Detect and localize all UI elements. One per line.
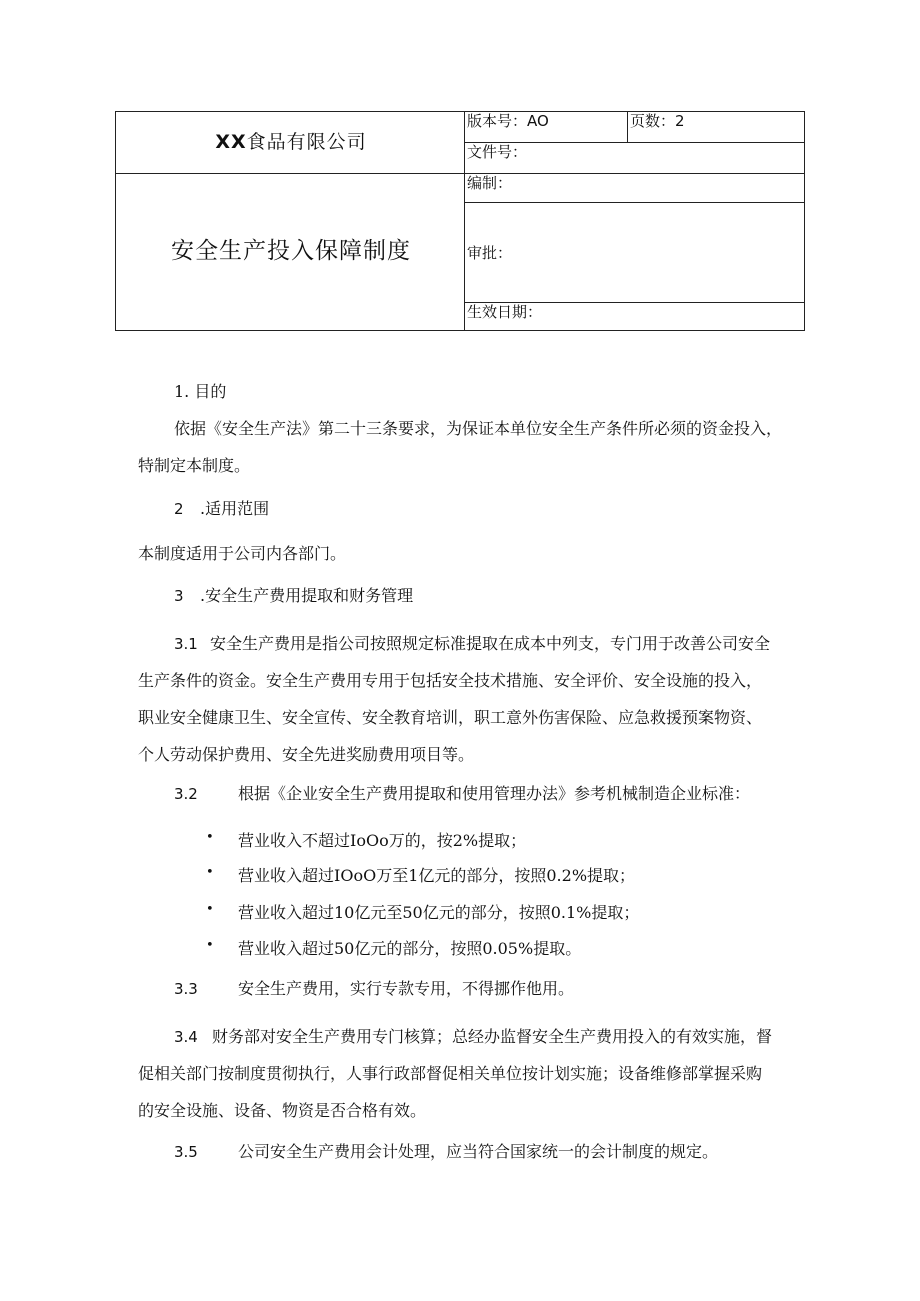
clause-3-1-line-1 [174,631,770,654]
bullet-item-2: 营业收入超过IOoO万至1亿元的部分，按照0.2%提取； [238,866,636,885]
clause-3-5-number: 3.5 [174,1143,198,1161]
page-count: 页数：2 [628,112,805,143]
compiled-by: 编制： [465,174,805,203]
clause-3-3 [174,976,574,999]
section-2-paragraph: 本制度适用于公司内各部门。 [138,544,347,563]
company-name [116,112,465,174]
bullet-item-4: 营业收入超过50亿元的部分，按照0.05%提取。 [238,939,582,958]
clause-3-4-line-1 [174,1024,772,1047]
bullet-item-3: 营业收入超过10亿元至50亿元的部分，按照0.1%提取； [238,903,640,922]
clause-3-1-line-2: 生产条件的资金。安全生产费用专用于包括安全技术措施、安全评价、安全设施的投入， [138,671,763,690]
document-title: 安全生产投入保障制度 [116,174,465,331]
section-3-title: .安全生产费用提取和财务管理 [200,586,414,605]
version-number: 版本号：AO [465,112,628,143]
clause-3-1-text: 安全生产费用是指公司按照规定标准提取在成本中列支，专门用于改善公司安全 [210,634,771,653]
clause-3-5-text: 公司安全生产费用会计处理，应当符合国家统一的会计制度的规定。 [238,1142,719,1161]
section-1-heading: 1. 目的 [174,382,227,401]
clause-3-1-line-4: 个人劳动保护费用、安全先进奖励费用项目等。 [138,745,475,764]
clause-3-2 [174,781,750,804]
clause-3-4-line-2: 促相关部门按制度贯彻执行，人事行政部督促相关单位按计划实施；设备维修部掌握采购 [138,1064,763,1083]
section-1-paragraph-line-1: 依据《安全生产法》第二十三条要求，为保证本单位安全生产条件所必须的资金投入， [174,419,783,438]
bullet-icon: • [206,902,214,917]
document-header-table [115,111,805,331]
bullet-icon: • [206,865,214,880]
section-3-number: 3 [174,587,184,605]
section-2-heading [174,496,269,519]
clause-3-4-text: 财务部对安全生产费用专门核算；总经办监督安全生产费用投入的有效实施，督 [212,1027,773,1046]
section-1-paragraph-line-2: 特制定本制度。 [138,456,251,475]
file-number: 文件号： [465,143,805,174]
bullet-icon: • [206,830,214,845]
bullet-icon: • [206,938,214,953]
bullet-item-1: 营业收入不超过IoOo万的，按2%提取； [238,831,527,850]
clause-3-2-text: 根据《企业安全生产费用提取和使用管理办法》参考机械制造企业标准： [238,784,751,803]
company-name-prefix: XX [215,131,247,154]
clause-3-4-number: 3.4 [174,1028,198,1046]
clause-3-3-number: 3.3 [174,980,198,998]
approved-by: 审批： [465,203,805,303]
section-3-heading [174,583,413,606]
clause-3-5 [174,1139,718,1162]
clause-3-1-number: 3.1 [174,635,198,653]
clause-3-1-line-3: 职业安全健康卫生、安全宣传、安全教育培训，职工意外伤害保险、应急救援预案物资、 [138,708,763,727]
company-name-suffix: 食品有限公司 [246,131,367,154]
clause-3-4-line-3: 的安全设施、设备、物资是否合格有效。 [138,1101,427,1120]
section-2-title: .适用范围 [200,499,270,518]
effective-date: 生效日期： [465,303,805,331]
clause-3-3-text: 安全生产费用，实行专款专用，不得挪作他用。 [238,979,575,998]
clause-3-2-number: 3.2 [174,785,198,803]
section-2-number: 2 [174,500,184,518]
